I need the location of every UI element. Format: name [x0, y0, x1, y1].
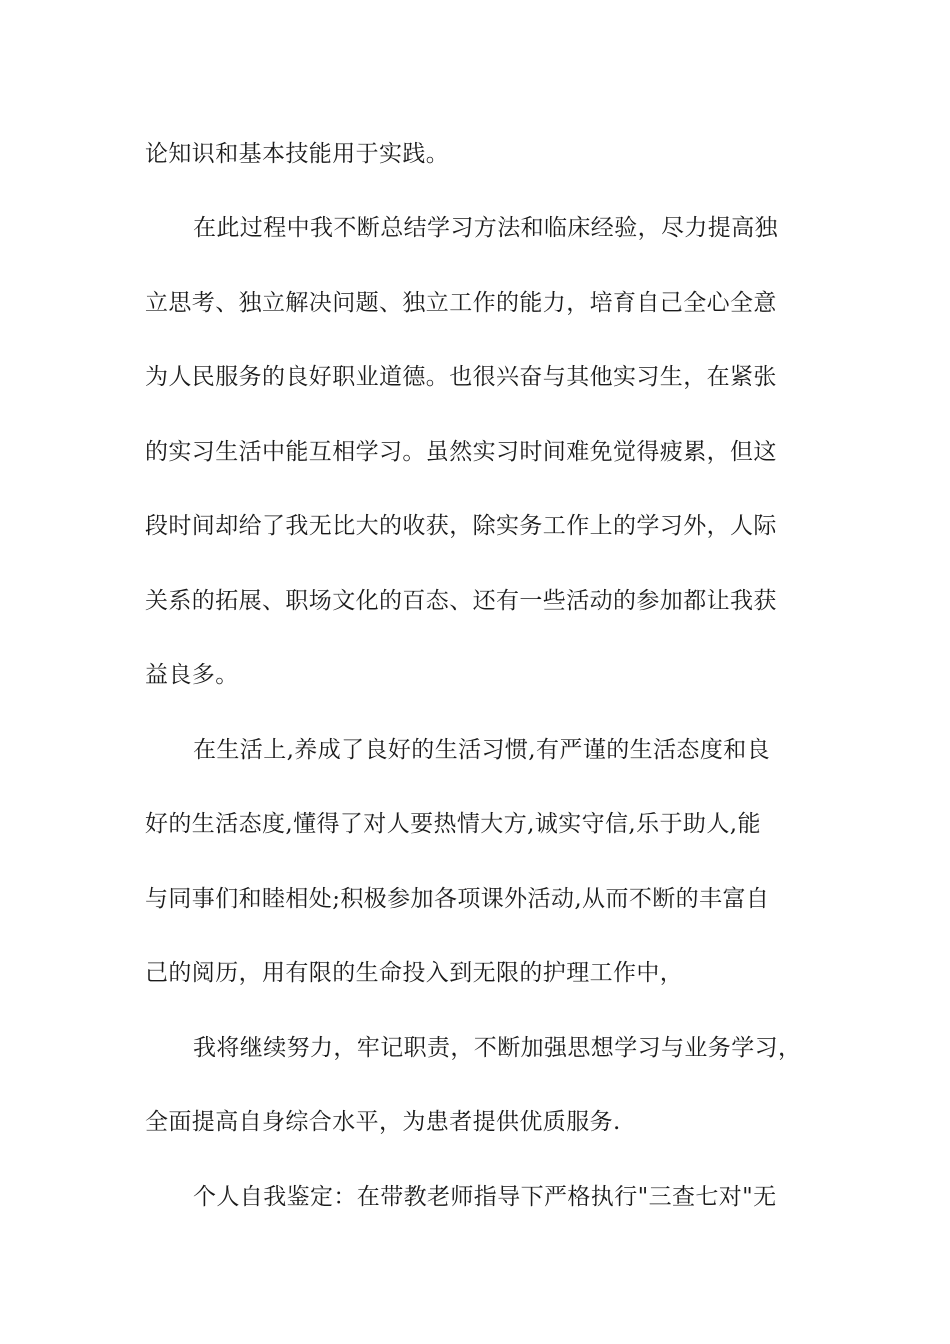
- text-line: 全面提高自身综合水平，为患者提供优质服务.: [145, 1109, 621, 1135]
- text-line: 益良多。: [145, 662, 239, 688]
- text-line: 与同事们和睦相处;积极参加各项课外活动,从而不断的丰富自: [145, 886, 770, 912]
- paragraph-start-line: 在生活上,养成了良好的生活习惯,有严谨的生活态度和良: [193, 737, 771, 763]
- text-line: 己的阅历，用有限的生命投入到无限的护理工作中，: [145, 960, 684, 986]
- paragraph-start-line: 个人自我鉴定：在带教老师指导下严格执行"三查七对"无: [193, 1184, 777, 1210]
- text-line: 的实习生活中能互相学习。虽然实习时间难免觉得疲累，但这: [145, 439, 777, 465]
- text-line: 立思考、独立解决问题、独立工作的能力，培育自己全心全意: [145, 290, 777, 316]
- text-line: 关系的拓展、职场文化的百态、还有一些活动的参加都让我获: [145, 588, 777, 614]
- text-line: 段时间却给了我无比大的收获，除实务工作上的学习外，人际: [145, 513, 777, 539]
- text-line: 论知识和基本技能用于实践。: [145, 141, 450, 167]
- text-line: 为人民服务的良好职业道德。也很兴奋与其他实习生，在紧张: [145, 364, 777, 390]
- paragraph-start-line: 我将继续努力，牢记职责，不断加强思想学习与业务学习，: [193, 1035, 802, 1061]
- paragraph-start-line: 在此过程中我不断总结学习方法和临床经验，尽力提高独: [193, 215, 778, 241]
- text-line: 好的生活态度,懂得了对人要热情大方,诚实守信,乐于助人,能: [145, 811, 761, 837]
